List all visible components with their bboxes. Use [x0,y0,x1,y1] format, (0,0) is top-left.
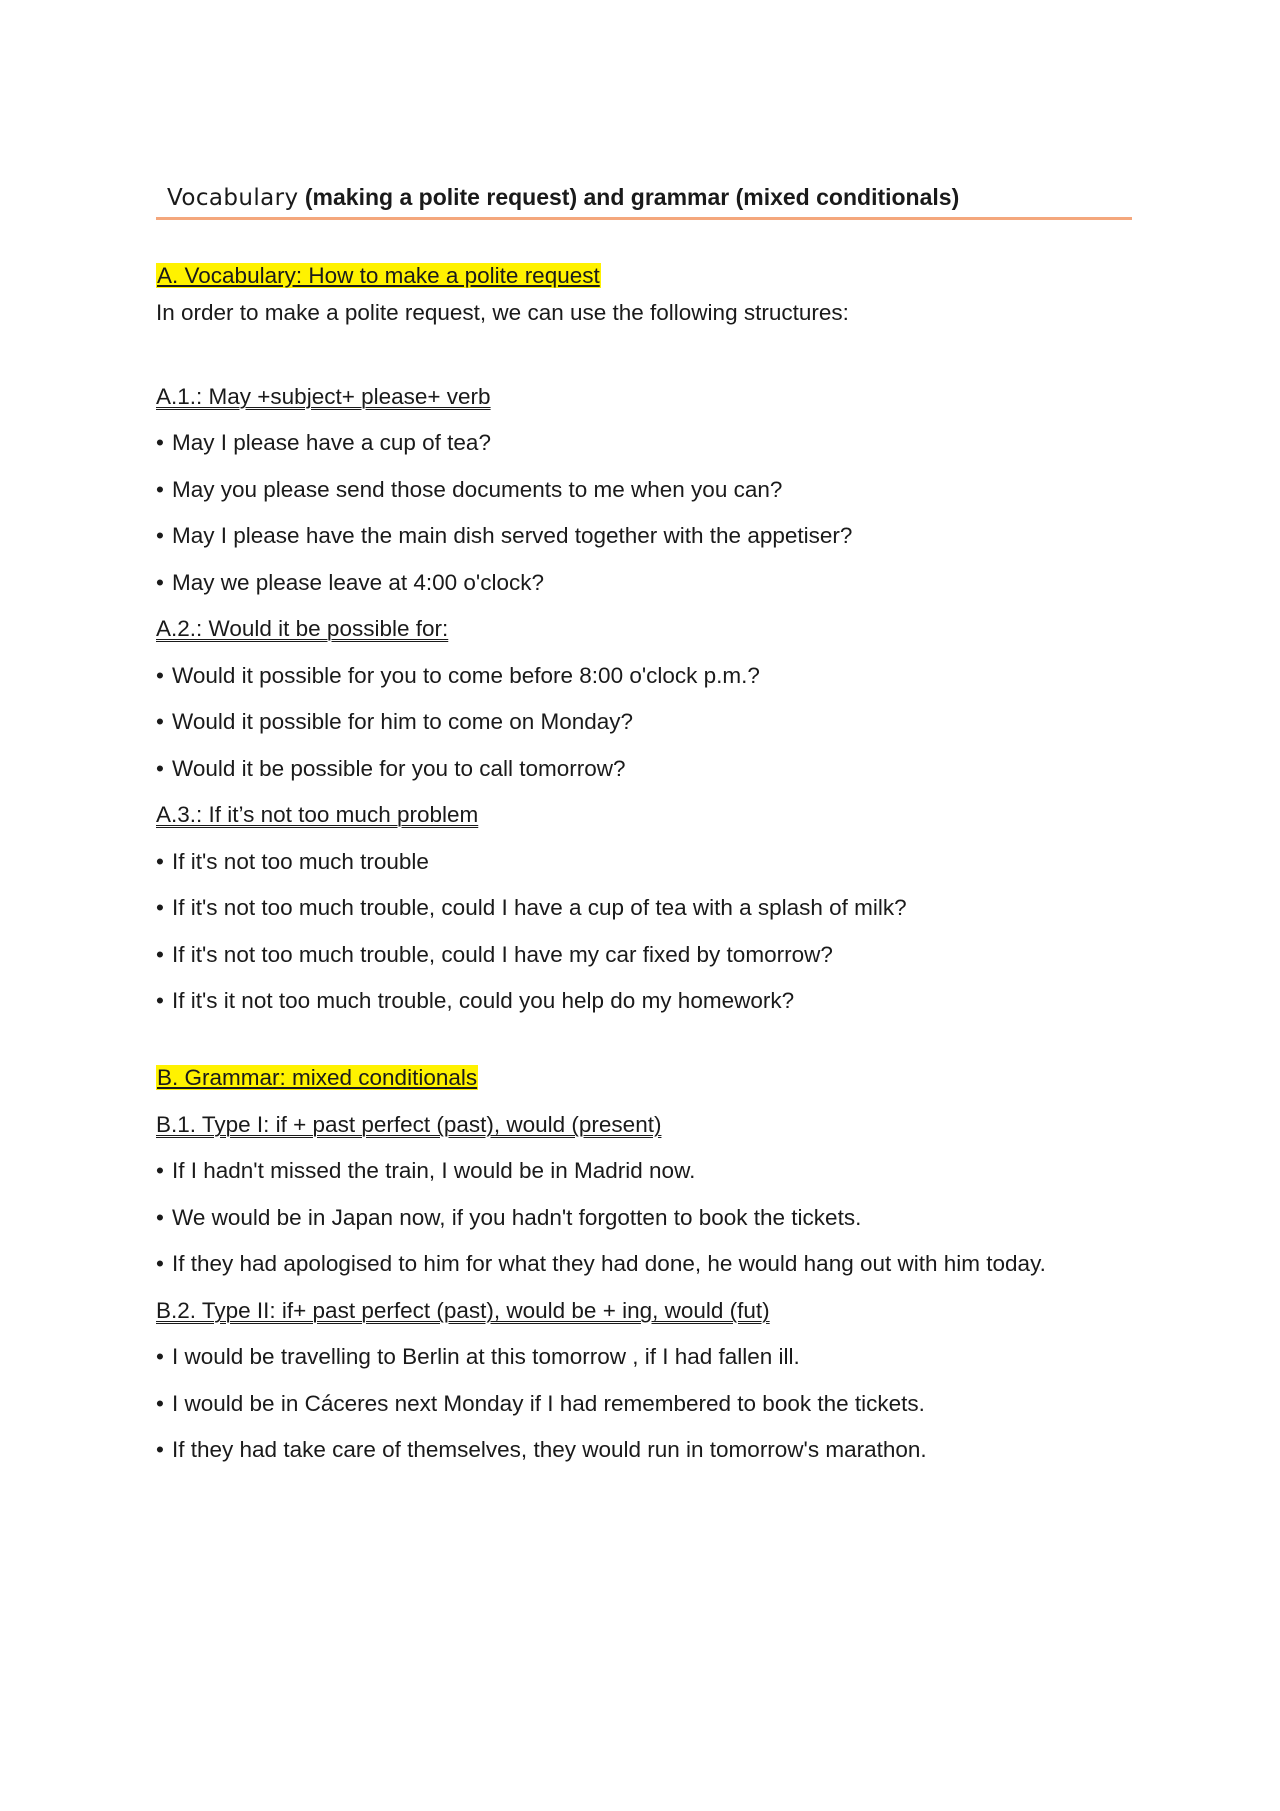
bullet-icon: • [156,709,164,734]
list-item-text: If they had take care of themselves, they would run in tomorrow's marathon. [172,1437,927,1462]
list-item [156,940,833,970]
list-item-text: May I please have a cup of tea? [172,430,491,455]
list-item [156,1389,925,1419]
title-rest: (making a polite request) and grammar (mixed conditionals) [304,184,960,210]
list-item-text: If I hadn't missed the train, I would be in Madrid now. [172,1158,696,1183]
list-item-text: We would be in Japan now, if you hadn't forgotten to book the tickets. [172,1205,862,1230]
list-item [156,1435,927,1465]
list-item [156,893,907,923]
list-item-text: I would be travelling to Berlin at this tomorrow , if I had fallen ill. [172,1344,800,1369]
bullet-icon: • [156,570,164,595]
list-item [156,847,429,877]
subsection-b1-heading [156,1110,661,1140]
list-item-text: If it's not too much trouble, could I have a cup of tea with a splash of milk? [172,895,907,920]
bullet-icon: • [156,1251,164,1276]
section-b-heading-text: B. Grammar: mixed conditionals [157,1065,478,1090]
list-item-text: If it's not too much trouble [172,849,429,874]
list-item-text: May we please leave at 4:00 o'clock? [172,570,545,595]
list-item-text: If they had apologised to him for what they had done, he would hang out with him today. [172,1251,1046,1276]
list-item [156,1156,695,1186]
bullet-icon: • [156,756,164,781]
bullet-icon: • [156,1205,164,1230]
list-item [156,1249,1046,1279]
list-item-text: If it's not too much trouble, could I have my car fixed by tomorrow? [172,942,833,967]
subsection-b1-heading-text: B.1. Type I: if + past perfect (past), would (present) [156,1112,662,1137]
list-item [156,707,633,737]
subsection-b2-heading-text: B.2. Type II: if+ past perfect (past), would be + ing, would (fut) [156,1298,770,1323]
section-a-heading-text: A. Vocabulary: How to make a polite request [157,263,600,288]
bullet-icon: • [156,523,164,548]
list-item-text: Would it possible for him to come on Monday? [172,709,634,734]
subsection-a3-heading-text: A.3.: If it’s not too much problem [156,802,479,827]
subsection-a1-heading-text: A.1.: May +subject+ please+ verb [156,384,491,409]
subsection-a2-heading-text: A.2.: Would it be possible for: [156,616,449,641]
list-item [156,1203,861,1233]
list-item-text: If it's it not too much trouble, could you help do my homework? [172,988,795,1013]
list-item-text: May I please have the main dish served together with the appetiser? [172,523,853,548]
bullet-icon: • [156,1158,164,1183]
bullet-icon: • [156,988,164,1013]
subsection-b2-heading [156,1296,770,1326]
section-a-heading [156,261,601,291]
list-item-text: Would it be possible for you to call tomorrow? [172,756,626,781]
list-item [156,661,760,691]
bullet-icon: • [156,942,164,967]
bullet-icon: • [156,477,164,502]
bullet-icon: • [156,849,164,874]
bullet-icon: • [156,1437,164,1462]
document-title [156,180,1132,215]
list-item [156,428,491,458]
bullet-icon: • [156,895,164,920]
list-item [156,521,852,551]
list-item-text: I would be in Cáceres next Monday if I had remembered to book the tickets. [172,1391,925,1416]
document-title-block [156,180,1132,220]
list-item [156,475,782,505]
bullet-icon: • [156,663,164,688]
bullet-icon: • [156,1344,164,1369]
section-a-intro: In order to make a polite request, we can use the following structures: [156,300,849,325]
title-first-word: Vocabulary [167,185,299,211]
list-item [156,754,626,784]
list-item-text: Would it possible for you to come before 8:00 o'clock p.m.? [172,663,760,688]
list-item [156,1342,800,1372]
list-item-text: May you please send those documents to me when you can? [172,477,783,502]
subsection-a1-heading [156,382,491,412]
subsection-a3-heading [156,800,478,830]
subsection-a2-heading [156,614,448,644]
section-b-heading [156,1063,478,1093]
bullet-icon: • [156,1391,164,1416]
list-item [156,986,794,1016]
bullet-icon: • [156,430,164,455]
list-item [156,568,544,598]
